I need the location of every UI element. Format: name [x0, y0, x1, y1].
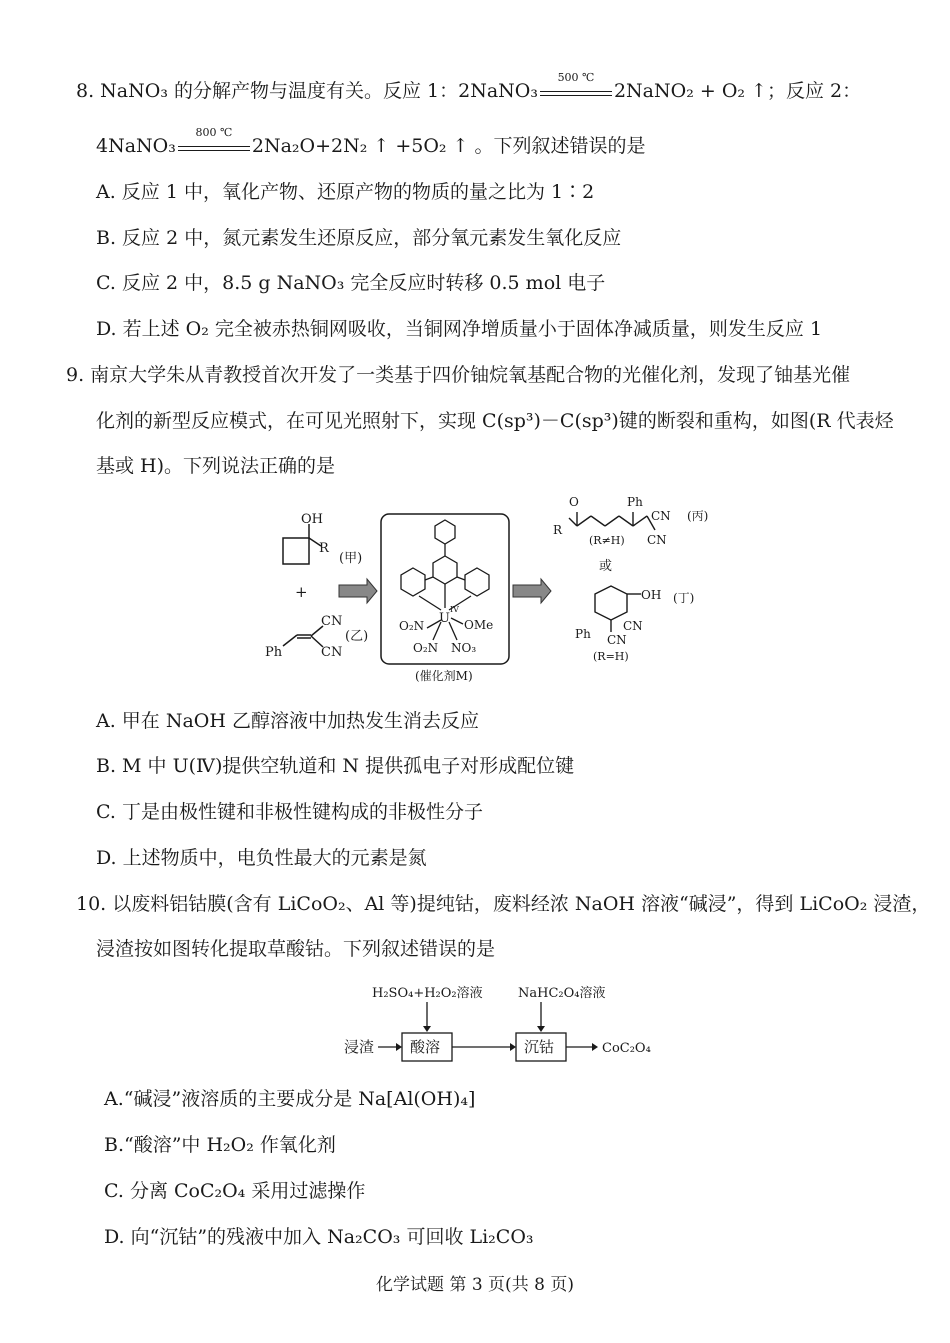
q9-stem-line1: 9. 南京大学朱从青教授首次开发了一类基于四价铀烷氧基配合物的光催化剂，发现了铀基光催	[66, 364, 851, 386]
q10-option-c: C. 分离 CoC₂O₄ 采用过滤操作	[104, 1180, 366, 1202]
q9-stem-line2: 化剂的新型反应模式，在可见光照射下，实现 C(sp³)－C(sp³)键的断裂和重构，如图(R 代表烃	[96, 410, 894, 432]
bing-cn-bottom: CN	[647, 533, 667, 547]
bing-o: O	[569, 495, 579, 509]
plus-sign: +	[295, 583, 308, 601]
q9-option-d: D. 上述物质中，电负性最大的元素是氮	[96, 847, 427, 869]
page-footer: 化学试题 第 3 页(共 8 页)	[376, 1275, 574, 1295]
bing-condition: (R≠H)	[589, 534, 625, 547]
bing-label: (丙)	[687, 509, 709, 523]
bing-cn-right: CN	[651, 509, 671, 523]
compound-jia	[283, 524, 321, 564]
catalyst-o2n-left: O₂N	[399, 619, 425, 633]
catalyst-o2n-bottom: O₂N	[413, 641, 439, 655]
compound-yi	[283, 626, 323, 647]
catalyst-no3: NO₃	[451, 641, 477, 655]
flow-step1: 酸溶	[410, 1038, 441, 1056]
catalyst-u-oxidation: IV	[450, 605, 459, 614]
q9-option-c: C. 丁是由极性键和非极性键构成的非极性分子	[96, 801, 483, 823]
q8-line1-end: 2NaNO₂ + O₂ ↑；反应 2：	[613, 80, 862, 102]
flow-step2: 沉钴	[524, 1038, 555, 1056]
catalyst-ome: OMe	[464, 618, 494, 632]
ding-cn-right: CN	[623, 619, 643, 633]
q10-option-d: D. 向“沉钴”的残液中加入 Na₂CO₃ 可回收 Li₂CO₃	[104, 1226, 534, 1248]
q8-reaction1-arrow	[540, 71, 612, 102]
q10-stem-line2: 浸渣按如图转化提取草酸钴。下列叙述错误的是	[96, 938, 496, 960]
q8-reaction2-arrow	[178, 126, 250, 157]
yi-cn-top: CN	[321, 614, 343, 629]
flow-reagent2: NaHC₂O₄溶液	[518, 986, 606, 1001]
q9-reaction-diagram	[255, 490, 725, 695]
q8-line2-end: 2Na₂O+2N₂ ↑ +5O₂ ↑ 。下列叙述错误的是	[251, 135, 646, 157]
q8-line1-start: 8. NaNO₃ 的分解产物与温度有关。反应 1：2NaNO₃	[76, 80, 538, 102]
yi-ph: Ph	[265, 645, 283, 660]
q8-option-c: C. 反应 2 中，8.5 g NaNO₃ 完全反应时转移 0.5 mol 电子	[96, 272, 606, 294]
q8-reaction1-condition: 500 ℃	[557, 71, 595, 84]
or-text: 或	[599, 559, 613, 574]
catalyst-label: (催化剂M)	[415, 669, 473, 683]
q9-stem-line3: 基或 H)。下列说法正确的是	[96, 455, 336, 477]
q8-option-d: D. 若上述 O₂ 完全被赤热铜网吸收，当铜网净增质量小于固体净减质量，则发生反应 1	[96, 318, 823, 340]
ding-label: (丁)	[673, 591, 695, 605]
q10-option-a: A.“碱浸”液溶质的主要成分是 Na[Al(OH)₄]	[104, 1088, 476, 1110]
q9-option-a: A. 甲在 NaOH 乙醇溶液中加热发生消去反应	[96, 710, 479, 732]
arrow-left-icon	[339, 579, 377, 603]
ding-ph: Ph	[575, 627, 591, 641]
jia-label: (甲)	[339, 551, 363, 566]
catalyst-u: U	[439, 611, 450, 626]
q10-option-b: B.“酸溶”中 H₂O₂ 作氧化剂	[104, 1134, 336, 1156]
jia-r: R	[319, 541, 329, 556]
bing-r: R	[553, 523, 563, 537]
flow-product: CoC₂O₄	[602, 1041, 651, 1056]
q9-option-b: B. M 中 U(Ⅳ)提供空轨道和 N 提供孤电子对形成配位键	[96, 755, 575, 777]
compound-bing	[569, 512, 655, 530]
bing-ph: Ph	[627, 495, 643, 509]
flow-start: 浸渣	[344, 1038, 375, 1056]
q8-option-a: A. 反应 1 中，氧化产物、还原产物的物质的量之比为 1∶2	[96, 181, 595, 203]
yi-cn-bottom: CN	[321, 645, 343, 660]
flow-reagent1: H₂SO₄+H₂O₂溶液	[372, 986, 483, 1001]
ding-cn-bottom: CN	[607, 633, 627, 647]
arrow-right-icon	[513, 579, 551, 603]
q10-flow-diagram	[340, 982, 670, 1067]
q8-stem-line1	[76, 71, 862, 102]
q10-stem-line1: 10. 以废料铝钴膜(含有 LiCoO₂、Al 等)提纯钴，废料经浓 NaOH 溶液“碱浸”，得到 LiCoO₂ 浸渣，	[76, 893, 931, 915]
jia-oh: OH	[301, 512, 323, 527]
ding-condition: (R=H)	[593, 650, 629, 663]
q8-option-b: B. 反应 2 中，氮元素发生还原反应，部分氧元素发生氧化反应	[96, 227, 622, 249]
ding-oh: OH	[641, 588, 662, 602]
q8-reaction2-condition: 800 ℃	[195, 126, 233, 139]
q8-line2-start: 4NaNO₃	[96, 135, 176, 157]
yi-label: (乙)	[345, 629, 369, 644]
q8-stem-line2	[96, 126, 646, 157]
